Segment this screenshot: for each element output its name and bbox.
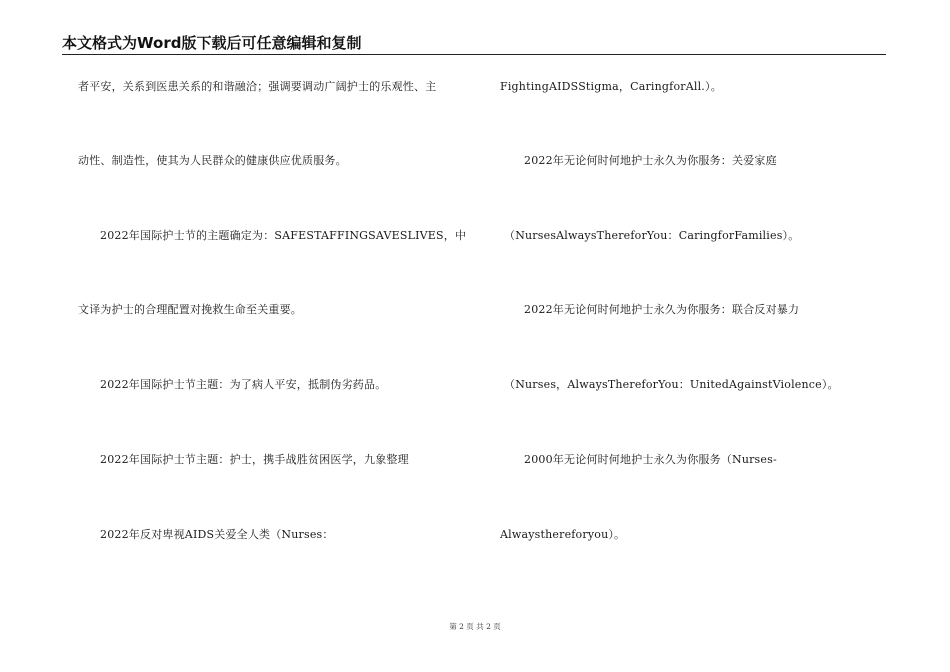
- text-line: 2000年无论何时何地护士永久为你服务（Nurses-: [524, 453, 777, 466]
- text-line: 动性、制造性，使其为人民群众的健康供应优质服务。: [78, 154, 347, 167]
- text-line: Alwaysthereforyou）。: [500, 528, 626, 541]
- text-line: （Nurses，AlwaysThereforYou：UnitedAgainstViolence）。: [504, 378, 839, 391]
- text-line: 2022年无论何时何地护士永久为你服务：联合反对暴力: [524, 303, 800, 316]
- header-title: 本文格式为Word版下载后可任意编辑和复制: [62, 34, 362, 52]
- text-line: 2022年国际护士节主题：为了病人平安，抵制伪劣药品。: [100, 378, 387, 391]
- text-line: FightingAIDSStigma，CaringforAll.）。: [500, 80, 722, 93]
- text-line: 2022年国际护士节的主题确定为：SAFESTAFFINGSAVESLIVES，中: [100, 229, 467, 242]
- text-line: 文译为护士的合理配置对挽救生命至关重要。: [78, 303, 302, 316]
- page-header: [62, 34, 886, 55]
- text-line: 者平安，关系到医患关系的和谐融洽；强调要调动广阔护士的乐观性、主: [78, 80, 437, 93]
- text-line: 2022年无论何时何地护士永久为你服务：关爱家庭: [524, 154, 777, 167]
- text-line: 2022年反对卑视AIDS关爱全人类（Nurses：: [100, 528, 334, 541]
- page-footer: 第 2 页 共 2 页: [449, 622, 501, 631]
- text-line: （NursesAlwaysThereforYou：CaringforFamilies）。: [504, 229, 800, 242]
- text-line: 2022年国际护士节主题：护士，携手战胜贫困医学，九象整理: [100, 453, 409, 466]
